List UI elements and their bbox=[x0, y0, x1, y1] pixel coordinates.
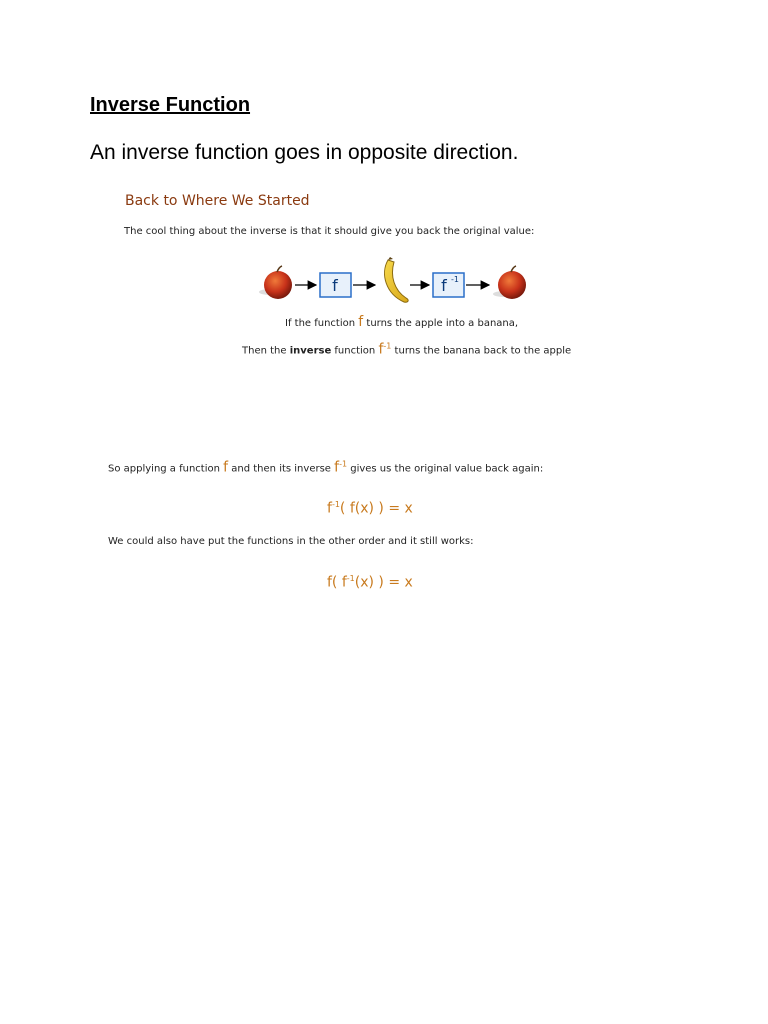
apple-banana-diagram bbox=[258, 256, 530, 306]
other-order-line: We could also have put the functions in the other order and it still works: bbox=[108, 536, 474, 547]
box2-label: f bbox=[441, 276, 447, 295]
intro-text: An inverse function goes in opposite direction. bbox=[90, 141, 519, 164]
snippet-lead: The cool thing about the inverse is that it should give you back the original value: bbox=[124, 226, 535, 237]
box2-sup: -1 bbox=[451, 275, 459, 284]
caption-1: If the function f turns the apple into a banana, bbox=[285, 314, 519, 330]
formula-inverse-of-f: $f^{-1}$( f(x) ) = x bbox=[327, 500, 413, 517]
page-heading: Inverse Function bbox=[90, 94, 251, 116]
apple-right-icon bbox=[493, 266, 526, 299]
snippet-title: Back to Where We Started bbox=[125, 193, 310, 209]
caption-2: Then the inverse function $f^{-1}$ turns the banana back to the apple bbox=[242, 341, 572, 358]
apple-left-icon bbox=[259, 266, 292, 299]
formula-f-of-inverse: f( $f^{-1}(x)$ ) = x bbox=[327, 574, 413, 591]
applying-line: So applying a function f and then its inverse $f^{-1}$ gives us the original value back again: bbox=[108, 459, 544, 476]
banana-icon bbox=[385, 257, 409, 302]
function-box-f bbox=[320, 273, 351, 297]
box1-label: f bbox=[332, 276, 338, 295]
function-box-f-inverse bbox=[433, 273, 464, 297]
